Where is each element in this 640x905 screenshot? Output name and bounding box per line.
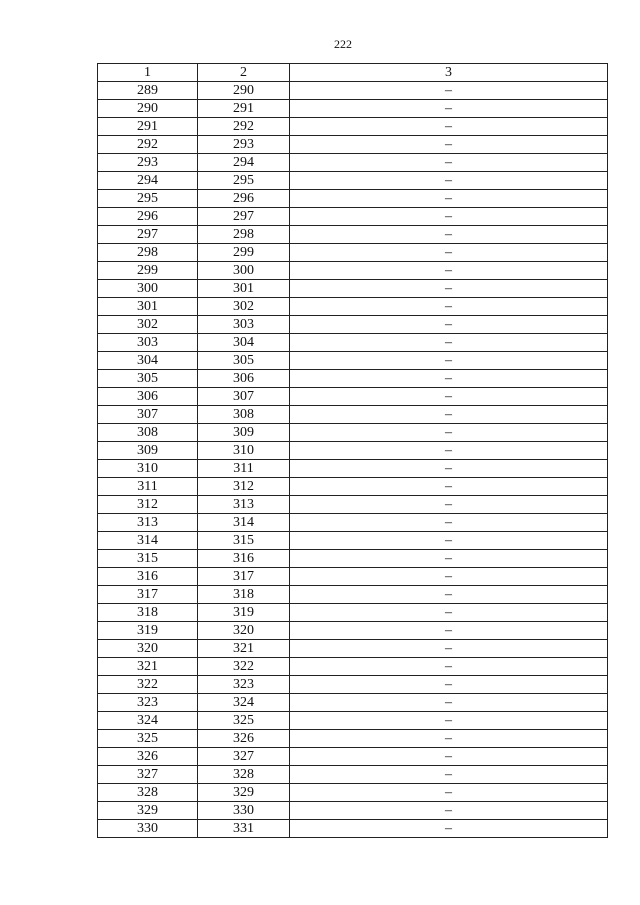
table-cell-col-2: 290 [198,82,290,100]
table-row [98,82,608,100]
table-cell-col-2: 318 [198,586,290,604]
table-cell-col-1: 309 [98,442,198,460]
table-row [98,442,608,460]
table-cell-col-2: 322 [198,658,290,676]
table-row [98,514,608,532]
table-cell-col-3: – [290,730,608,748]
table-row [98,496,608,514]
table-cell-col-3: – [290,208,608,226]
table-cell-col-2: 327 [198,748,290,766]
table-cell-col-1: 291 [98,118,198,136]
table-row [98,604,608,622]
table-cell-col-3: – [290,478,608,496]
table-cell-col-1: 301 [98,298,198,316]
table-cell-col-2: 291 [198,100,290,118]
table-cell-col-2: 305 [198,352,290,370]
table-cell-col-2: 297 [198,208,290,226]
table-row [98,244,608,262]
table-row [98,712,608,730]
table-cell-col-2: 321 [198,640,290,658]
table-cell-col-2: 317 [198,568,290,586]
table-row [98,694,608,712]
table-cell-col-1: 330 [98,820,198,838]
table-cell-col-2: 315 [198,532,290,550]
table-row [98,802,608,820]
table-cell-col-2: 319 [198,604,290,622]
table-row [98,154,608,172]
table-cell-col-3: – [290,226,608,244]
table-cell-col-3: – [290,784,608,802]
table-cell-col-2: 316 [198,550,290,568]
table-cell-col-2: 294 [198,154,290,172]
table-cell-col-3: – [290,802,608,820]
table-row [98,316,608,334]
table-row [98,730,608,748]
table-cell-col-3: – [290,604,608,622]
table-cell-col-2: 298 [198,226,290,244]
table-row [98,424,608,442]
table-cell-col-3: – [290,694,608,712]
table-cell-col-1: 311 [98,478,198,496]
table-cell-col-2: 328 [198,766,290,784]
table-cell-col-1: 290 [98,100,198,118]
table-row [98,766,608,784]
table-cell-col-3: – [290,622,608,640]
table-cell-col-1: 310 [98,460,198,478]
table-cell-col-2: 292 [198,118,290,136]
table-cell-col-1: 294 [98,172,198,190]
table-cell-col-3: – [290,172,608,190]
table-cell-col-3: – [290,388,608,406]
table-cell-col-3: – [290,424,608,442]
table-row [98,352,608,370]
table-row [98,568,608,586]
table-cell-col-2: 300 [198,262,290,280]
table-cell-col-3: – [290,532,608,550]
table-cell-col-2: 311 [198,460,290,478]
table-cell-col-3: – [290,262,608,280]
table-row [98,532,608,550]
table-row [98,748,608,766]
table-row [98,406,608,424]
table-cell-col-3: – [290,766,608,784]
table-cell-col-1: 312 [98,496,198,514]
column-header-3: 3 [290,64,608,82]
table-row [98,298,608,316]
table-cell-col-2: 314 [198,514,290,532]
table-cell-col-3: – [290,676,608,694]
table-cell-col-3: – [290,568,608,586]
table-cell-col-2: 329 [198,784,290,802]
table-cell-col-1: 318 [98,604,198,622]
table-cell-col-1: 297 [98,226,198,244]
table-cell-col-2: 303 [198,316,290,334]
table-cell-col-1: 323 [98,694,198,712]
table-row [98,208,608,226]
table-row [98,640,608,658]
table-cell-col-1: 289 [98,82,198,100]
table-cell-col-1: 296 [98,208,198,226]
table-cell-col-3: – [290,298,608,316]
table-cell-col-1: 303 [98,334,198,352]
table-cell-col-3: – [290,352,608,370]
table-cell-col-2: 323 [198,676,290,694]
table-cell-col-2: 301 [198,280,290,298]
table-cell-col-3: – [290,712,608,730]
table-row [98,658,608,676]
table-cell-col-3: – [290,442,608,460]
column-header-2: 2 [198,64,290,82]
table-cell-col-1: 300 [98,280,198,298]
table-row [98,280,608,298]
data-table [97,63,608,838]
table-cell-col-1: 302 [98,316,198,334]
table-cell-col-3: – [290,460,608,478]
table-cell-col-1: 322 [98,676,198,694]
table-cell-col-2: 308 [198,406,290,424]
table-row [98,334,608,352]
table-cell-col-2: 324 [198,694,290,712]
table-row [98,622,608,640]
table-cell-col-3: – [290,82,608,100]
table-row [98,226,608,244]
table-cell-col-1: 306 [98,388,198,406]
table-cell-col-2: 304 [198,334,290,352]
table-cell-col-3: – [290,406,608,424]
table-body [98,82,608,838]
table-row [98,820,608,838]
table-cell-col-3: – [290,820,608,838]
table-row [98,262,608,280]
table-cell-col-3: – [290,154,608,172]
table-cell-col-3: – [290,586,608,604]
table-cell-col-3: – [290,640,608,658]
table-cell-col-2: 296 [198,190,290,208]
table-cell-col-2: 295 [198,172,290,190]
table-row [98,460,608,478]
table-cell-col-3: – [290,136,608,154]
table-cell-col-3: – [290,316,608,334]
table-cell-col-2: 293 [198,136,290,154]
table-cell-col-1: 298 [98,244,198,262]
table-cell-col-3: – [290,100,608,118]
table-cell-col-3: – [290,190,608,208]
table-cell-col-1: 304 [98,352,198,370]
table-row [98,586,608,604]
table-cell-col-1: 329 [98,802,198,820]
table-cell-col-2: 307 [198,388,290,406]
table-cell-col-3: – [290,514,608,532]
table-cell-col-2: 302 [198,298,290,316]
table-cell-col-3: – [290,370,608,388]
table-cell-col-2: 325 [198,712,290,730]
table-cell-col-2: 331 [198,820,290,838]
table-row [98,100,608,118]
table-cell-col-3: – [290,496,608,514]
table-cell-col-1: 327 [98,766,198,784]
table-cell-col-2: 320 [198,622,290,640]
column-header-1: 1 [98,64,198,82]
page-number: 222 [334,37,352,51]
table-cell-col-3: – [290,334,608,352]
table-cell-col-2: 309 [198,424,290,442]
table-row [98,784,608,802]
table-row [98,478,608,496]
table-row [98,118,608,136]
table-cell-col-1: 313 [98,514,198,532]
table-cell-col-2: 312 [198,478,290,496]
table-row [98,370,608,388]
table-cell-col-1: 321 [98,658,198,676]
table-cell-col-3: – [290,244,608,262]
table-cell-col-2: 330 [198,802,290,820]
table-cell-col-1: 299 [98,262,198,280]
table-cell-col-1: 328 [98,784,198,802]
table-row [98,388,608,406]
table-header-row [98,64,608,82]
table-cell-col-1: 317 [98,586,198,604]
table-row [98,190,608,208]
table-cell-col-3: – [290,748,608,766]
table-row [98,172,608,190]
table-cell-col-1: 316 [98,568,198,586]
table-cell-col-3: – [290,118,608,136]
table-row [98,136,608,154]
table-cell-col-2: 310 [198,442,290,460]
table-cell-col-2: 313 [198,496,290,514]
table-cell-col-1: 320 [98,640,198,658]
table-cell-col-1: 315 [98,550,198,568]
table-cell-col-1: 307 [98,406,198,424]
table-cell-col-1: 292 [98,136,198,154]
table-cell-col-2: 299 [198,244,290,262]
table-row [98,550,608,568]
table-cell-col-1: 325 [98,730,198,748]
table-cell-col-3: – [290,550,608,568]
table-cell-col-1: 308 [98,424,198,442]
table-cell-col-3: – [290,280,608,298]
table-cell-col-1: 319 [98,622,198,640]
table-row [98,676,608,694]
table-cell-col-1: 314 [98,532,198,550]
table-cell-col-1: 324 [98,712,198,730]
table-cell-col-2: 326 [198,730,290,748]
table-cell-col-1: 326 [98,748,198,766]
table-cell-col-1: 305 [98,370,198,388]
table-cell-col-1: 293 [98,154,198,172]
table-cell-col-1: 295 [98,190,198,208]
table-cell-col-3: – [290,658,608,676]
table-cell-col-2: 306 [198,370,290,388]
